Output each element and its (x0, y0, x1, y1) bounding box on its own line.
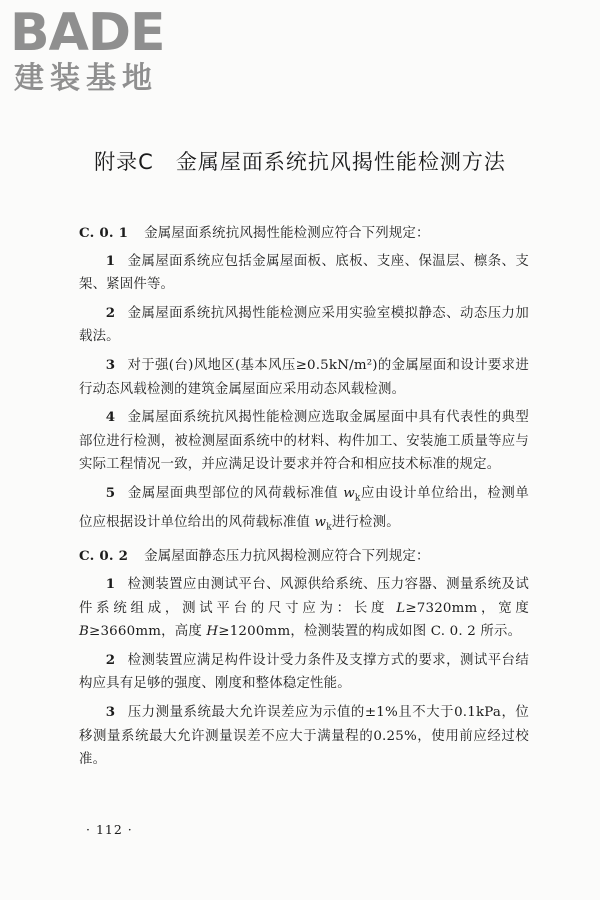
item-number: 1 (105, 576, 116, 593)
item-text-a: 金属屋面典型部位的风荷载标准值 (127, 485, 339, 501)
item-text-c: ≥3660mm，高度 (89, 624, 202, 640)
item-text-d: ≥1200mm，检测装置的构成如图 C. 0. 2 所示。 (218, 624, 522, 640)
wind-load-subscript: k (326, 522, 332, 533)
clause-text: 金属屋面静态压力抗风揭检测应符合下列规定： (144, 549, 430, 565)
wind-load-symbol: w (343, 485, 355, 501)
height-symbol: H (206, 624, 219, 640)
item-text-c: 进行检测。 (331, 515, 400, 531)
clause-c01 (79, 222, 529, 246)
c01-item-4 (79, 406, 529, 477)
item-text: 压力测量系统最大允许误差应为示值的±1%且不大于0.1kPa，位移测量系统最大允许测量误差不应大于满量程的0.25%，使用前应经过校准。 (79, 705, 529, 768)
c02-item-1 (79, 573, 529, 644)
length-symbol: L (396, 600, 406, 616)
bade-logo-graphic (8, 0, 183, 95)
bade-logo-subtitle: 建装基地 (14, 61, 158, 95)
bade-logo (8, 0, 183, 95)
item-text-b: ≥7320mm，宽度 (405, 600, 529, 616)
item-text-a: 检测装置应由测试平台、风源供给系统、压力容器、测量系统及试件系统组成，测试平台的尺寸应为：长度 (79, 577, 529, 616)
item-text: 金属屋面系统抗风揭性能检测应选取金属屋面中具有代表性的典型部位进行检测，被检测屋面系统中的材料、构件加工、安装施工质量等应与实际工程情况一致，并应满足设计要求并符合和相应技术标准的规定。 (79, 410, 529, 473)
page-number: · 112 · (86, 822, 133, 837)
appendix-title (0, 146, 600, 176)
c01-item-2 (79, 302, 529, 349)
document-body (79, 222, 529, 777)
item-text: 检测装置应满足构件设计受力条件及支撑方式的要求，测试平台结构应具有足够的强度、刚度和整体稳定性能。 (79, 652, 529, 692)
item-number: 3 (105, 356, 116, 373)
clause-c02 (79, 545, 529, 569)
wind-load-subscript: k (354, 493, 361, 504)
item-text: 对于强(台)风地区(基本风压≥0.5kN/m²)的金属屋面和设计要求进行动态风载检测的建筑金属屋面应采用动态风载检测。 (79, 357, 529, 397)
item-number: 2 (105, 304, 116, 321)
item-number: 1 (105, 252, 116, 269)
c02-item-2 (79, 649, 529, 696)
c02-item-3 (79, 701, 529, 772)
item-number: 5 (105, 484, 116, 501)
item-number: 4 (105, 409, 116, 426)
c01-item-1 (79, 250, 529, 297)
width-symbol: B (79, 624, 90, 640)
appendix-title-prefix: 附录C (94, 150, 154, 174)
appendix-title-text: 金属屋面系统抗风揭性能检测方法 (175, 150, 506, 174)
item-text: 金属屋面系统抗风揭性能检测应采用实验室模拟静态、动态压力加载法。 (79, 305, 529, 345)
item-number: 3 (105, 704, 116, 721)
item-number: 2 (105, 651, 116, 668)
wind-load-symbol: w (314, 515, 327, 531)
item-text-b: 应由设计单位给出，检测单位应根据设计单位给出的风荷载标准值 (79, 485, 529, 531)
c01-item-5 (79, 482, 529, 541)
c01-item-3 (79, 354, 529, 401)
clause-number: C. 0. 1 (79, 225, 129, 241)
clause-number: C. 0. 2 (79, 548, 129, 565)
item-text: 金属屋面系统应包括金属屋面板、底板、支座、保温层、檩条、支架、紧固件等。 (79, 253, 529, 293)
bade-logo-word: BADE (10, 3, 165, 63)
clause-text: 金属屋面系统抗风揭性能检测应符合下列规定： (144, 226, 430, 241)
